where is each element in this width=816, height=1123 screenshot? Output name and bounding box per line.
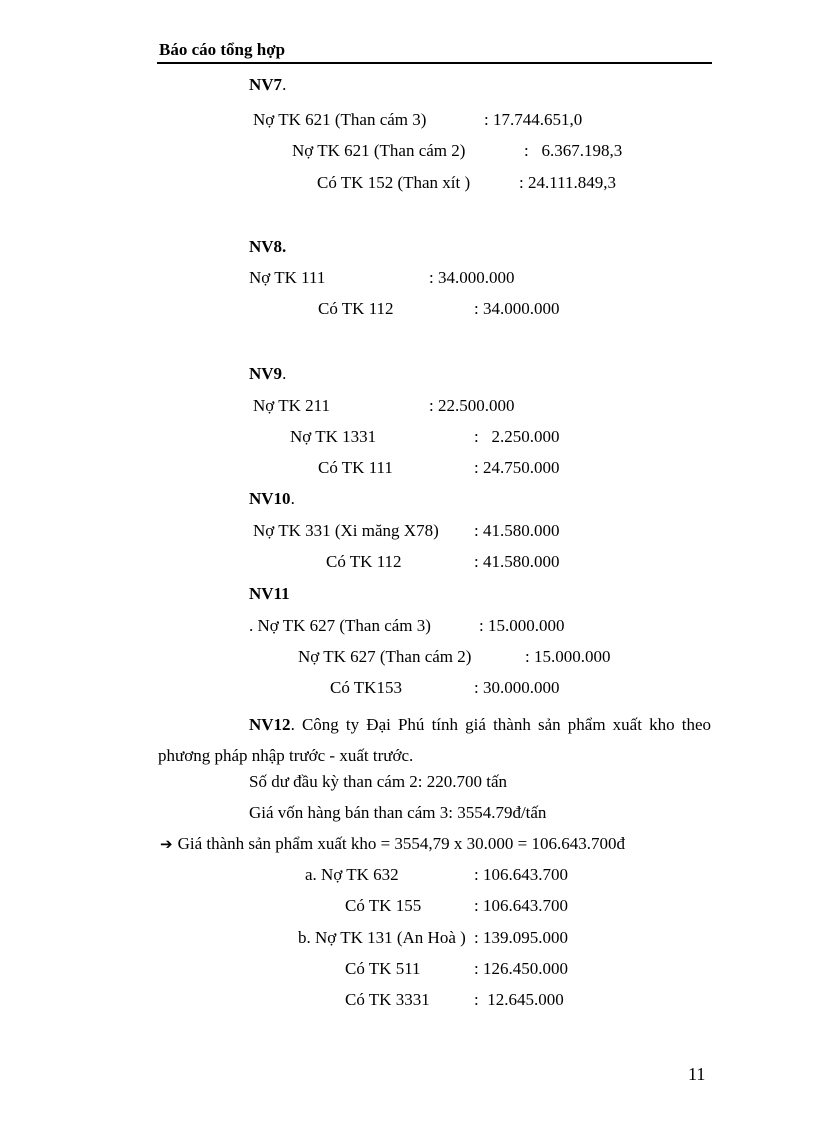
nv11-debit2-amount: : 15.000.000 [525, 647, 611, 666]
nv12-cost-price: Giá vốn hàng bán than cám 3: 3554.79đ/tấn [249, 803, 547, 822]
nv10-credit-account: Có TK 112 [326, 552, 402, 571]
nv12-conclusion-text: Giá thành sản phẩm xuất kho = 3554,79 x 30.000 = 106.643.700đ [177, 834, 626, 853]
nv7-heading: NV7. [249, 75, 287, 94]
nv8-debit-account: Nợ TK 111 [249, 268, 326, 287]
nv12-heading: NV12 [249, 715, 291, 734]
nv7-debit1-amount: : 17.744.651,0 [484, 110, 583, 129]
arrow-right-icon: ➔ [160, 835, 173, 853]
nv7-debit2-amount: : 6.367.198,3 [524, 141, 623, 160]
nv11-debit1-account: . Nợ TK 627 (Than cám 3) [249, 616, 431, 635]
nv12-entry-b-credit1-amount: : 126.450.000 [474, 959, 568, 978]
nv10-credit-amount: : 41.580.000 [474, 552, 560, 571]
nv8-debit-amount: : 34.000.000 [429, 268, 515, 287]
nv7-credit-amount: : 24.111.849,3 [519, 173, 616, 192]
nv12-entry-a-account: a. Nợ TK 632 [305, 865, 399, 884]
nv9-debit1-amount: : 22.500.000 [429, 396, 515, 415]
nv12-entry-b-credit1-account: Có TK 511 [345, 959, 421, 978]
nv12-conclusion [160, 834, 625, 854]
nv12-entry-a-credit-amount: : 106.643.700 [474, 896, 568, 915]
nv11-heading: NV11 [249, 584, 290, 603]
nv9-heading: NV9. [249, 364, 287, 383]
nv8-credit-amount: : 34.000.000 [474, 299, 560, 318]
nv11-credit-amount: : 30.000.000 [474, 678, 560, 697]
page-number: 11 [688, 1064, 706, 1084]
nv9-credit-amount: : 24.750.000 [474, 458, 560, 477]
nv7-debit2-account: Nợ TK 621 (Than cám 2) [292, 141, 466, 160]
nv8-credit-account: Có TK 112 [318, 299, 394, 318]
nv7-credit-account: Có TK 152 (Than xít ) [317, 173, 471, 192]
nv12-entry-b-credit2-amount: : 12.645.000 [474, 990, 564, 1009]
nv10-debit-amount: : 41.580.000 [474, 521, 560, 540]
nv11-debit1-amount: : 15.000.000 [479, 616, 565, 635]
nv9-debit2-amount: : 2.250.000 [474, 427, 560, 446]
nv8-heading: NV8. [249, 237, 287, 256]
nv10-heading-label: NV10 [249, 489, 291, 508]
header-title: Báo cáo tổng hợp [159, 40, 286, 59]
nv10-debit-account: Nợ TK 331 (Xi măng X78) [253, 521, 439, 540]
nv12-entry-b-amount: : 139.095.000 [474, 928, 568, 947]
nv12-entry-b-credit2-account: Có TK 3331 [345, 990, 430, 1009]
nv11-credit-account: Có TK153 [330, 678, 402, 697]
nv12-opening-balance: Số dư đầu kỳ than cám 2: 220.700 tấn [249, 772, 508, 791]
header-rule [157, 62, 712, 64]
nv9-debit2-account: Nợ TK 1331 [290, 427, 377, 446]
nv12-paragraph [158, 709, 711, 771]
nv10-heading: NV10. [249, 489, 295, 508]
nv12-entry-a-credit-account: Có TK 155 [345, 896, 422, 915]
nv7-heading-label: NV7 [249, 75, 283, 94]
nv9-heading-label: NV9 [249, 364, 283, 383]
nv12-entry-a-amount: : 106.643.700 [474, 865, 568, 884]
nv12-paragraph-text: . Công ty Đại Phú tính giá thành sản phẩm xuất kho theo phương pháp nhập trước - xuất trước. [158, 715, 711, 765]
nv9-debit1-account: Nợ TK 211 [253, 396, 330, 415]
nv9-credit-account: Có TK 111 [318, 458, 393, 477]
nv7-debit1-account: Nợ TK 621 (Than cám 3) [253, 110, 427, 129]
nv12-entry-b-account: b. Nợ TK 131 (An Hoà ) [298, 928, 471, 947]
nv11-debit2-account: Nợ TK 627 (Than cám 2) [298, 647, 472, 666]
